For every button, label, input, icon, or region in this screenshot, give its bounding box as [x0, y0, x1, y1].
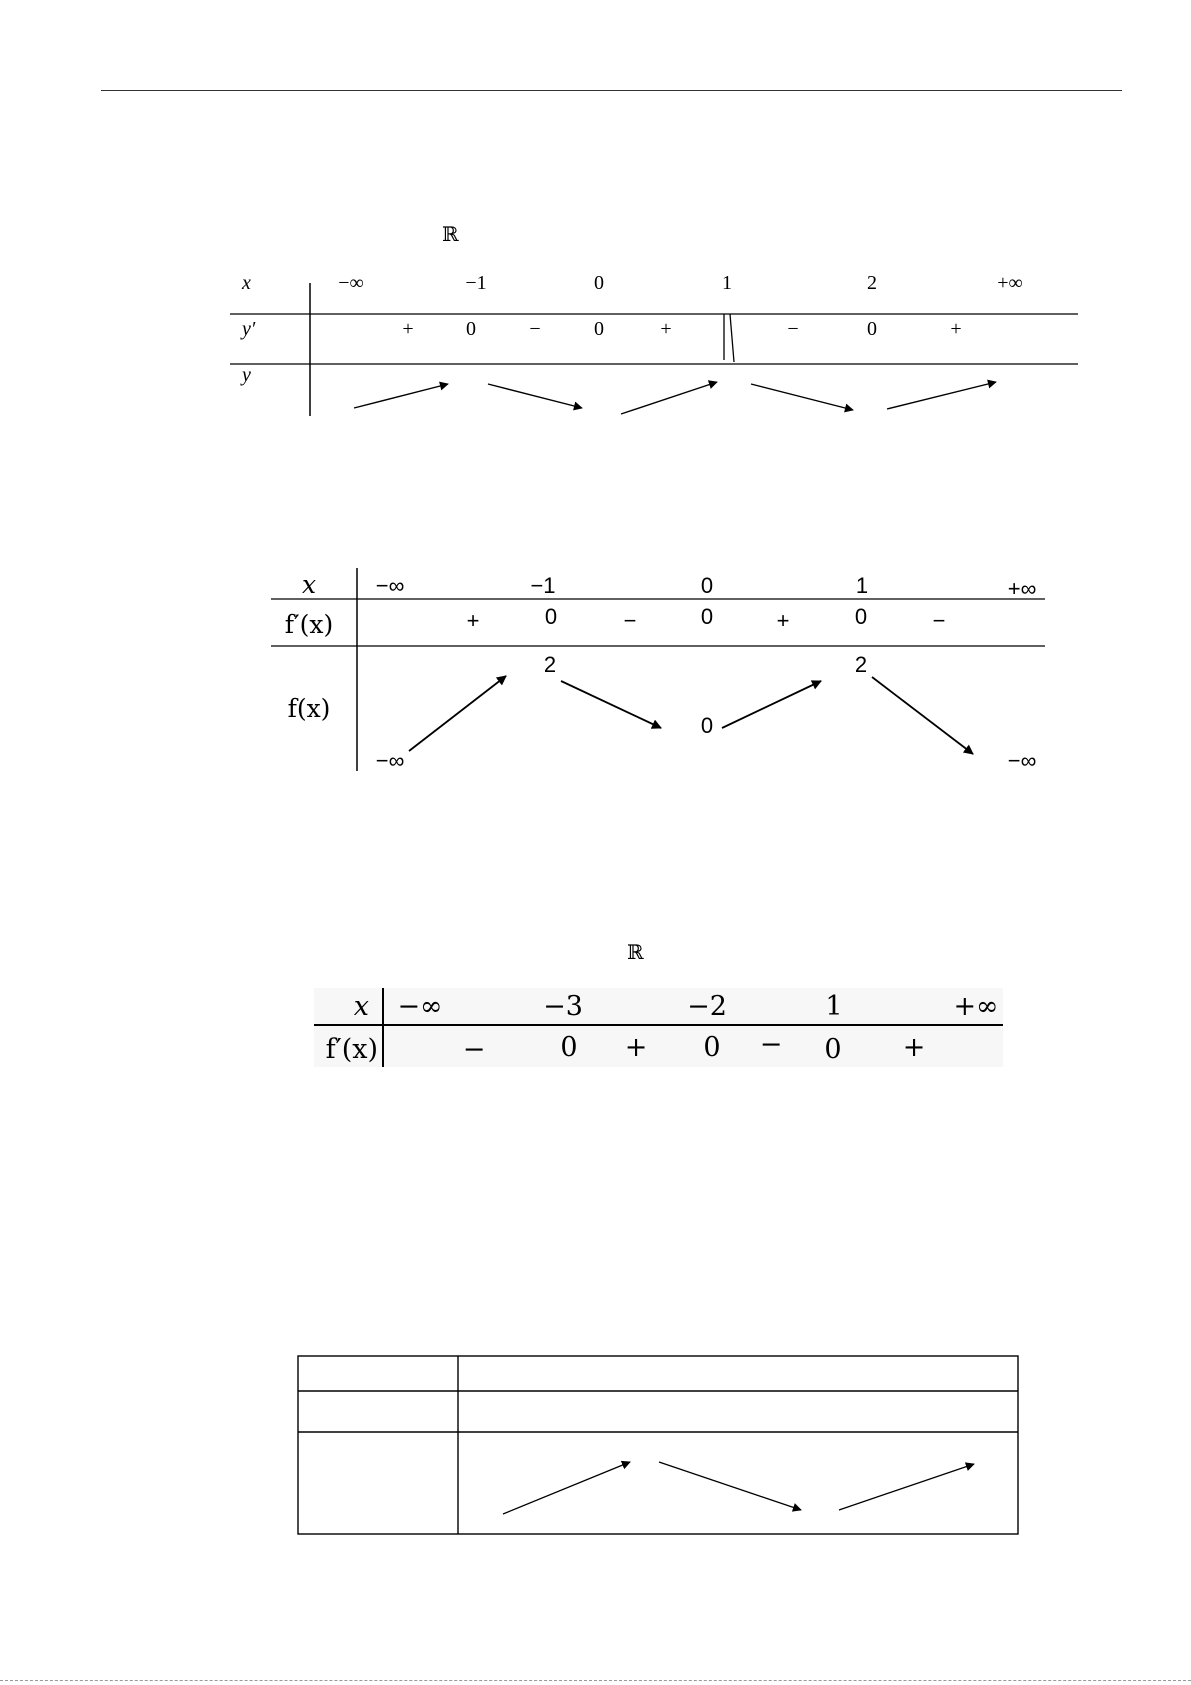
table2-f-value: −∞: [375, 748, 405, 773]
table1-x-value: −1: [465, 272, 487, 294]
table3-sign: −: [462, 1034, 486, 1065]
table3-x-value: −∞: [397, 991, 443, 1022]
table1-x-value: +∞: [997, 272, 1023, 294]
table4-arrow-up: [503, 1462, 630, 1514]
table2-label-f: f(x): [287, 694, 331, 723]
table2-sign: 0: [700, 604, 714, 629]
table1-sign: +: [402, 318, 414, 340]
table1-sign: +: [950, 318, 962, 340]
table3-sign: −: [759, 1029, 783, 1060]
table3-x-value: −2: [687, 991, 727, 1022]
table2-f-value: 2: [543, 652, 557, 677]
table3-sign: 0: [560, 1032, 578, 1063]
table1-sign: 0: [466, 318, 476, 340]
table1-sign: +: [660, 318, 672, 340]
table2-x-value: +∞: [1007, 576, 1037, 601]
table1-sign: −: [787, 318, 799, 340]
table2-f-value: 0: [700, 713, 714, 738]
table2-label-f-prime: f′(x): [284, 610, 334, 639]
table3-sign: +: [624, 1032, 648, 1063]
table3-label-x: x: [353, 991, 369, 1022]
table2-sign: +: [466, 608, 480, 633]
table2-f-value: 2: [854, 652, 868, 677]
table2-sign: +: [776, 608, 790, 633]
table2-sign: −: [932, 608, 946, 633]
table1-sign: 0: [867, 318, 877, 340]
table1-x-value: −∞: [338, 272, 364, 294]
table4-arrow-down: [659, 1462, 801, 1510]
reals-symbol: ℝ: [627, 942, 644, 964]
table1-label-y: y: [242, 364, 251, 386]
table3-sign: 0: [703, 1032, 721, 1063]
table1-sign: −: [529, 318, 541, 340]
table3-x-value: +∞: [953, 991, 999, 1022]
table2-sign: −: [623, 608, 637, 633]
table3-sign: +: [902, 1032, 926, 1063]
table3-x-value: 1: [825, 991, 843, 1022]
table4-arrow-up: [839, 1464, 974, 1510]
page-bottom-edge: [0, 1680, 1191, 1681]
table2-x-value: −1: [530, 573, 556, 598]
table3-sign: 0: [824, 1034, 842, 1065]
table2-x-value: 0: [700, 573, 714, 598]
table2-sign: 0: [544, 604, 558, 629]
table2-f-value: −∞: [1007, 748, 1037, 773]
table2-label-x: x: [301, 570, 317, 599]
table1-sign: 0: [594, 318, 604, 340]
table1-x-value: 2: [867, 272, 877, 294]
reals-symbol: ℝ: [442, 224, 459, 246]
table2-x-value: 1: [855, 573, 869, 598]
table3-x-value: −3: [543, 991, 583, 1022]
table4-frame: [298, 1356, 1018, 1534]
table2-sign: 0: [854, 604, 868, 629]
table2-x-value: −∞: [375, 573, 405, 598]
table1-x-value: 0: [594, 272, 604, 294]
table3-label-f-prime: f′(x): [325, 1034, 378, 1065]
table1-x-value: 1: [722, 272, 732, 294]
table1-label-x: x: [242, 272, 251, 294]
table1-label-y-prime: y′: [242, 318, 256, 340]
